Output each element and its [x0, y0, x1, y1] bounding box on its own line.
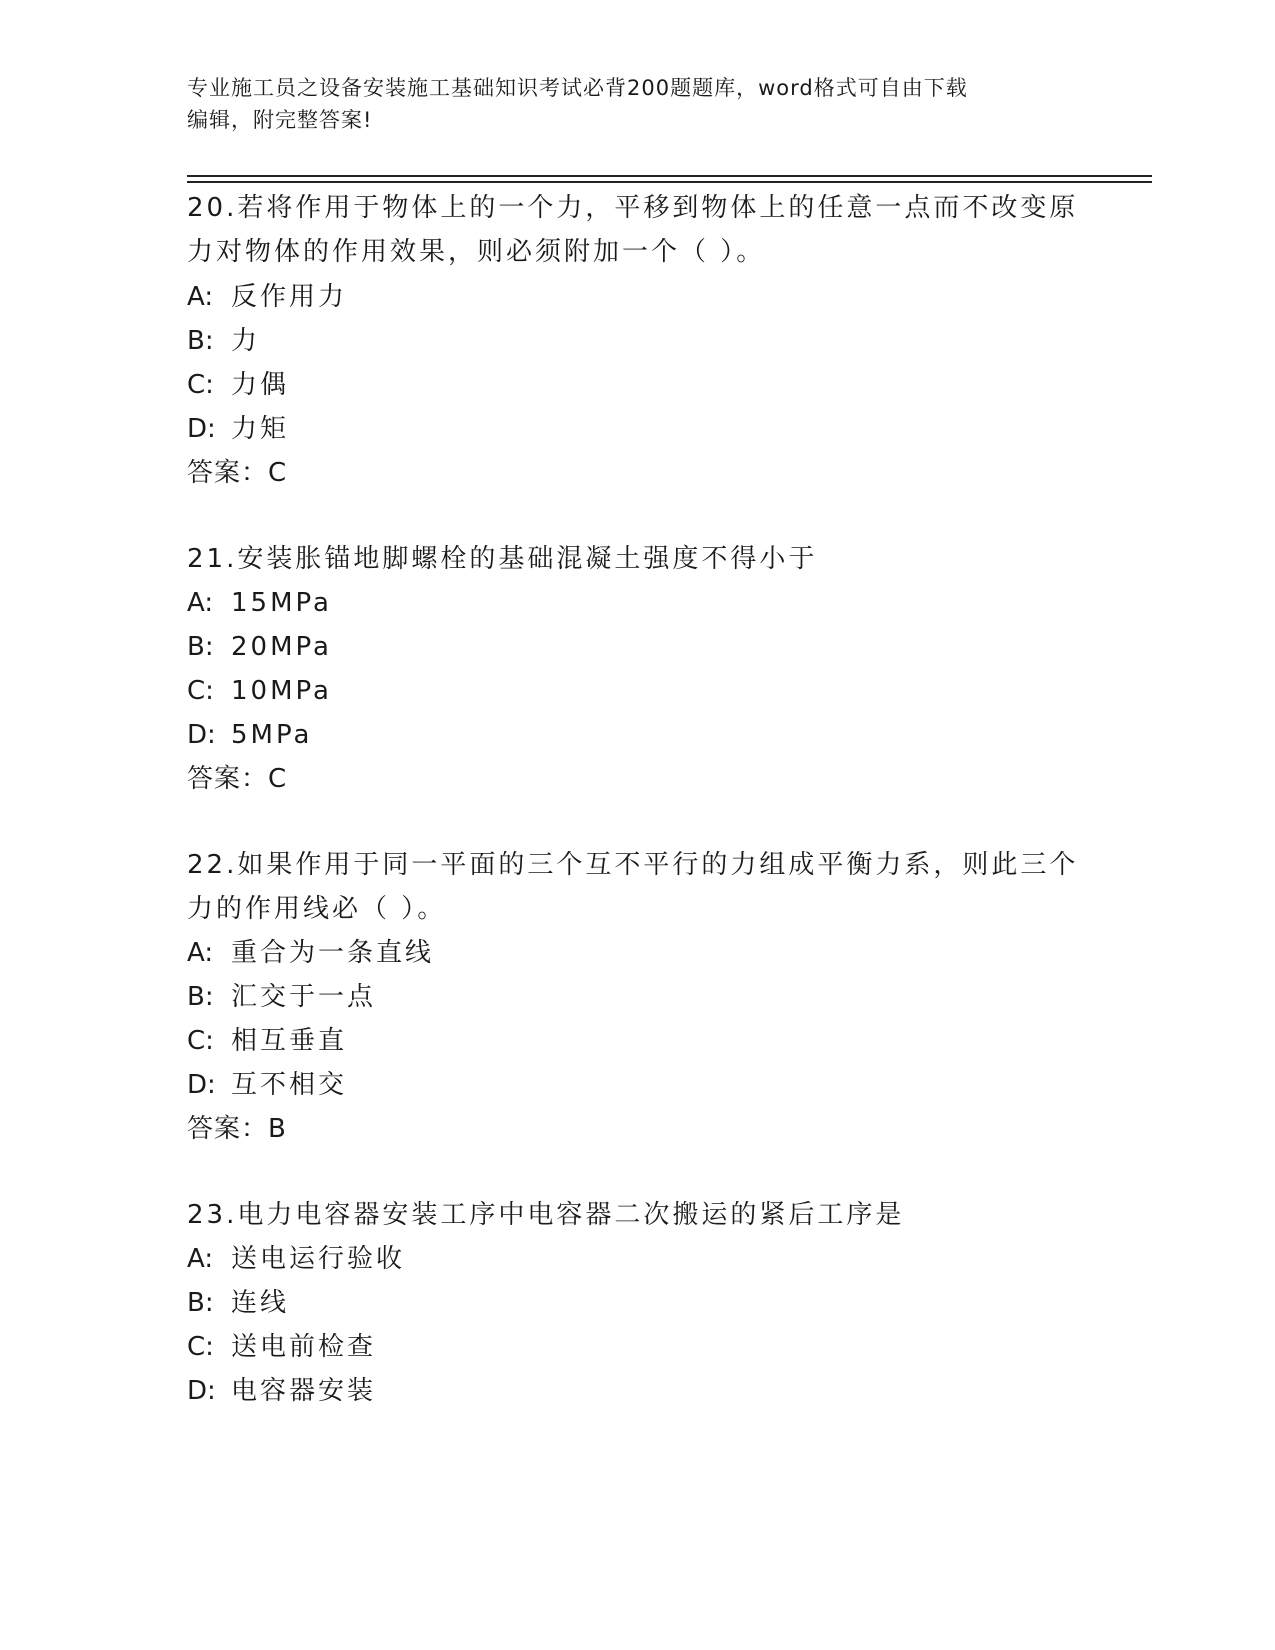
option-letter: A: — [187, 588, 214, 618]
option-letter: B: — [187, 326, 214, 356]
option-text: 汇交于一点 — [231, 982, 377, 1012]
header-divider-top — [187, 175, 1152, 177]
question-22-option-c — [187, 1021, 347, 1061]
question-21-answer: 答案：C — [187, 764, 288, 794]
option-letter: B: — [187, 1288, 214, 1318]
option-text: 力矩 — [231, 414, 290, 444]
option-letter: A: — [187, 938, 214, 968]
question-21-option-b — [187, 627, 332, 667]
question-20-option-b — [187, 321, 260, 361]
option-text: 相互垂直 — [231, 1026, 348, 1056]
option-text: 5MPa — [231, 720, 313, 750]
question-22-text-line-2: 力的作用线必（ ）。 — [187, 894, 447, 924]
question-23-option-b — [187, 1283, 289, 1323]
option-text: 10MPa — [231, 676, 332, 706]
option-text: 连线 — [231, 1288, 290, 1318]
question-22-option-b — [187, 977, 376, 1017]
option-text: 电容器安装 — [231, 1376, 377, 1406]
question-21-option-d — [187, 715, 312, 755]
question-23-text-line-1: 23.电力电容器安装工序中电容器二次搬运的紧后工序是 — [187, 1200, 905, 1230]
option-text: 力 — [231, 326, 261, 356]
option-text: 力偶 — [231, 370, 290, 400]
option-text: 20MPa — [231, 632, 332, 662]
option-text: 重合为一条直线 — [231, 938, 435, 968]
option-letter: A: — [187, 282, 214, 312]
question-20-option-a — [187, 277, 347, 317]
option-text: 15MPa — [231, 588, 332, 618]
question-22-answer: 答案：B — [187, 1114, 287, 1144]
question-20-answer: 答案：C — [187, 458, 288, 488]
question-20-text-line-2: 力对物体的作用效果，则必须附加一个（ ）。 — [187, 237, 766, 267]
option-letter: D: — [187, 414, 216, 444]
question-23-option-d — [187, 1371, 376, 1411]
option-text: 互不相交 — [231, 1070, 348, 1100]
option-letter: C: — [187, 370, 214, 400]
option-letter: A: — [187, 1244, 214, 1274]
option-letter: D: — [187, 720, 216, 750]
option-text: 送电运行验收 — [231, 1244, 406, 1274]
question-23-option-a — [187, 1239, 405, 1279]
question-20-text-line-1: 20.若将作用于物体上的一个力，平移到物体上的任意一点而不改变原 — [187, 193, 1079, 223]
option-text: 反作用力 — [231, 282, 348, 312]
question-20-option-c — [187, 365, 289, 405]
header-text-line-2: 编辑，附完整答案! — [187, 108, 373, 132]
header-text-line-1: 专业施工员之设备安装施工基础知识考试必背200题题库，word格式可自由下载 — [187, 76, 968, 100]
question-21-text-line-1: 21.安装胀锚地脚螺栓的基础混凝土强度不得小于 — [187, 544, 818, 574]
question-22-option-d — [187, 1065, 347, 1105]
question-22-text-line-1: 22.如果作用于同一平面的三个互不平行的力组成平衡力系，则此三个 — [187, 850, 1079, 880]
question-20-option-d — [187, 409, 289, 449]
question-21-option-a — [187, 583, 332, 623]
option-letter: D: — [187, 1070, 216, 1100]
question-23-option-c — [187, 1327, 376, 1367]
option-text: 送电前检查 — [231, 1332, 377, 1362]
option-letter: C: — [187, 1332, 214, 1362]
option-letter: C: — [187, 676, 214, 706]
option-letter: C: — [187, 1026, 214, 1056]
header-divider-bottom — [187, 181, 1152, 183]
question-21-option-c — [187, 671, 332, 711]
question-22-option-a — [187, 933, 434, 973]
option-letter: D: — [187, 1376, 216, 1406]
option-letter: B: — [187, 982, 214, 1012]
option-letter: B: — [187, 632, 214, 662]
